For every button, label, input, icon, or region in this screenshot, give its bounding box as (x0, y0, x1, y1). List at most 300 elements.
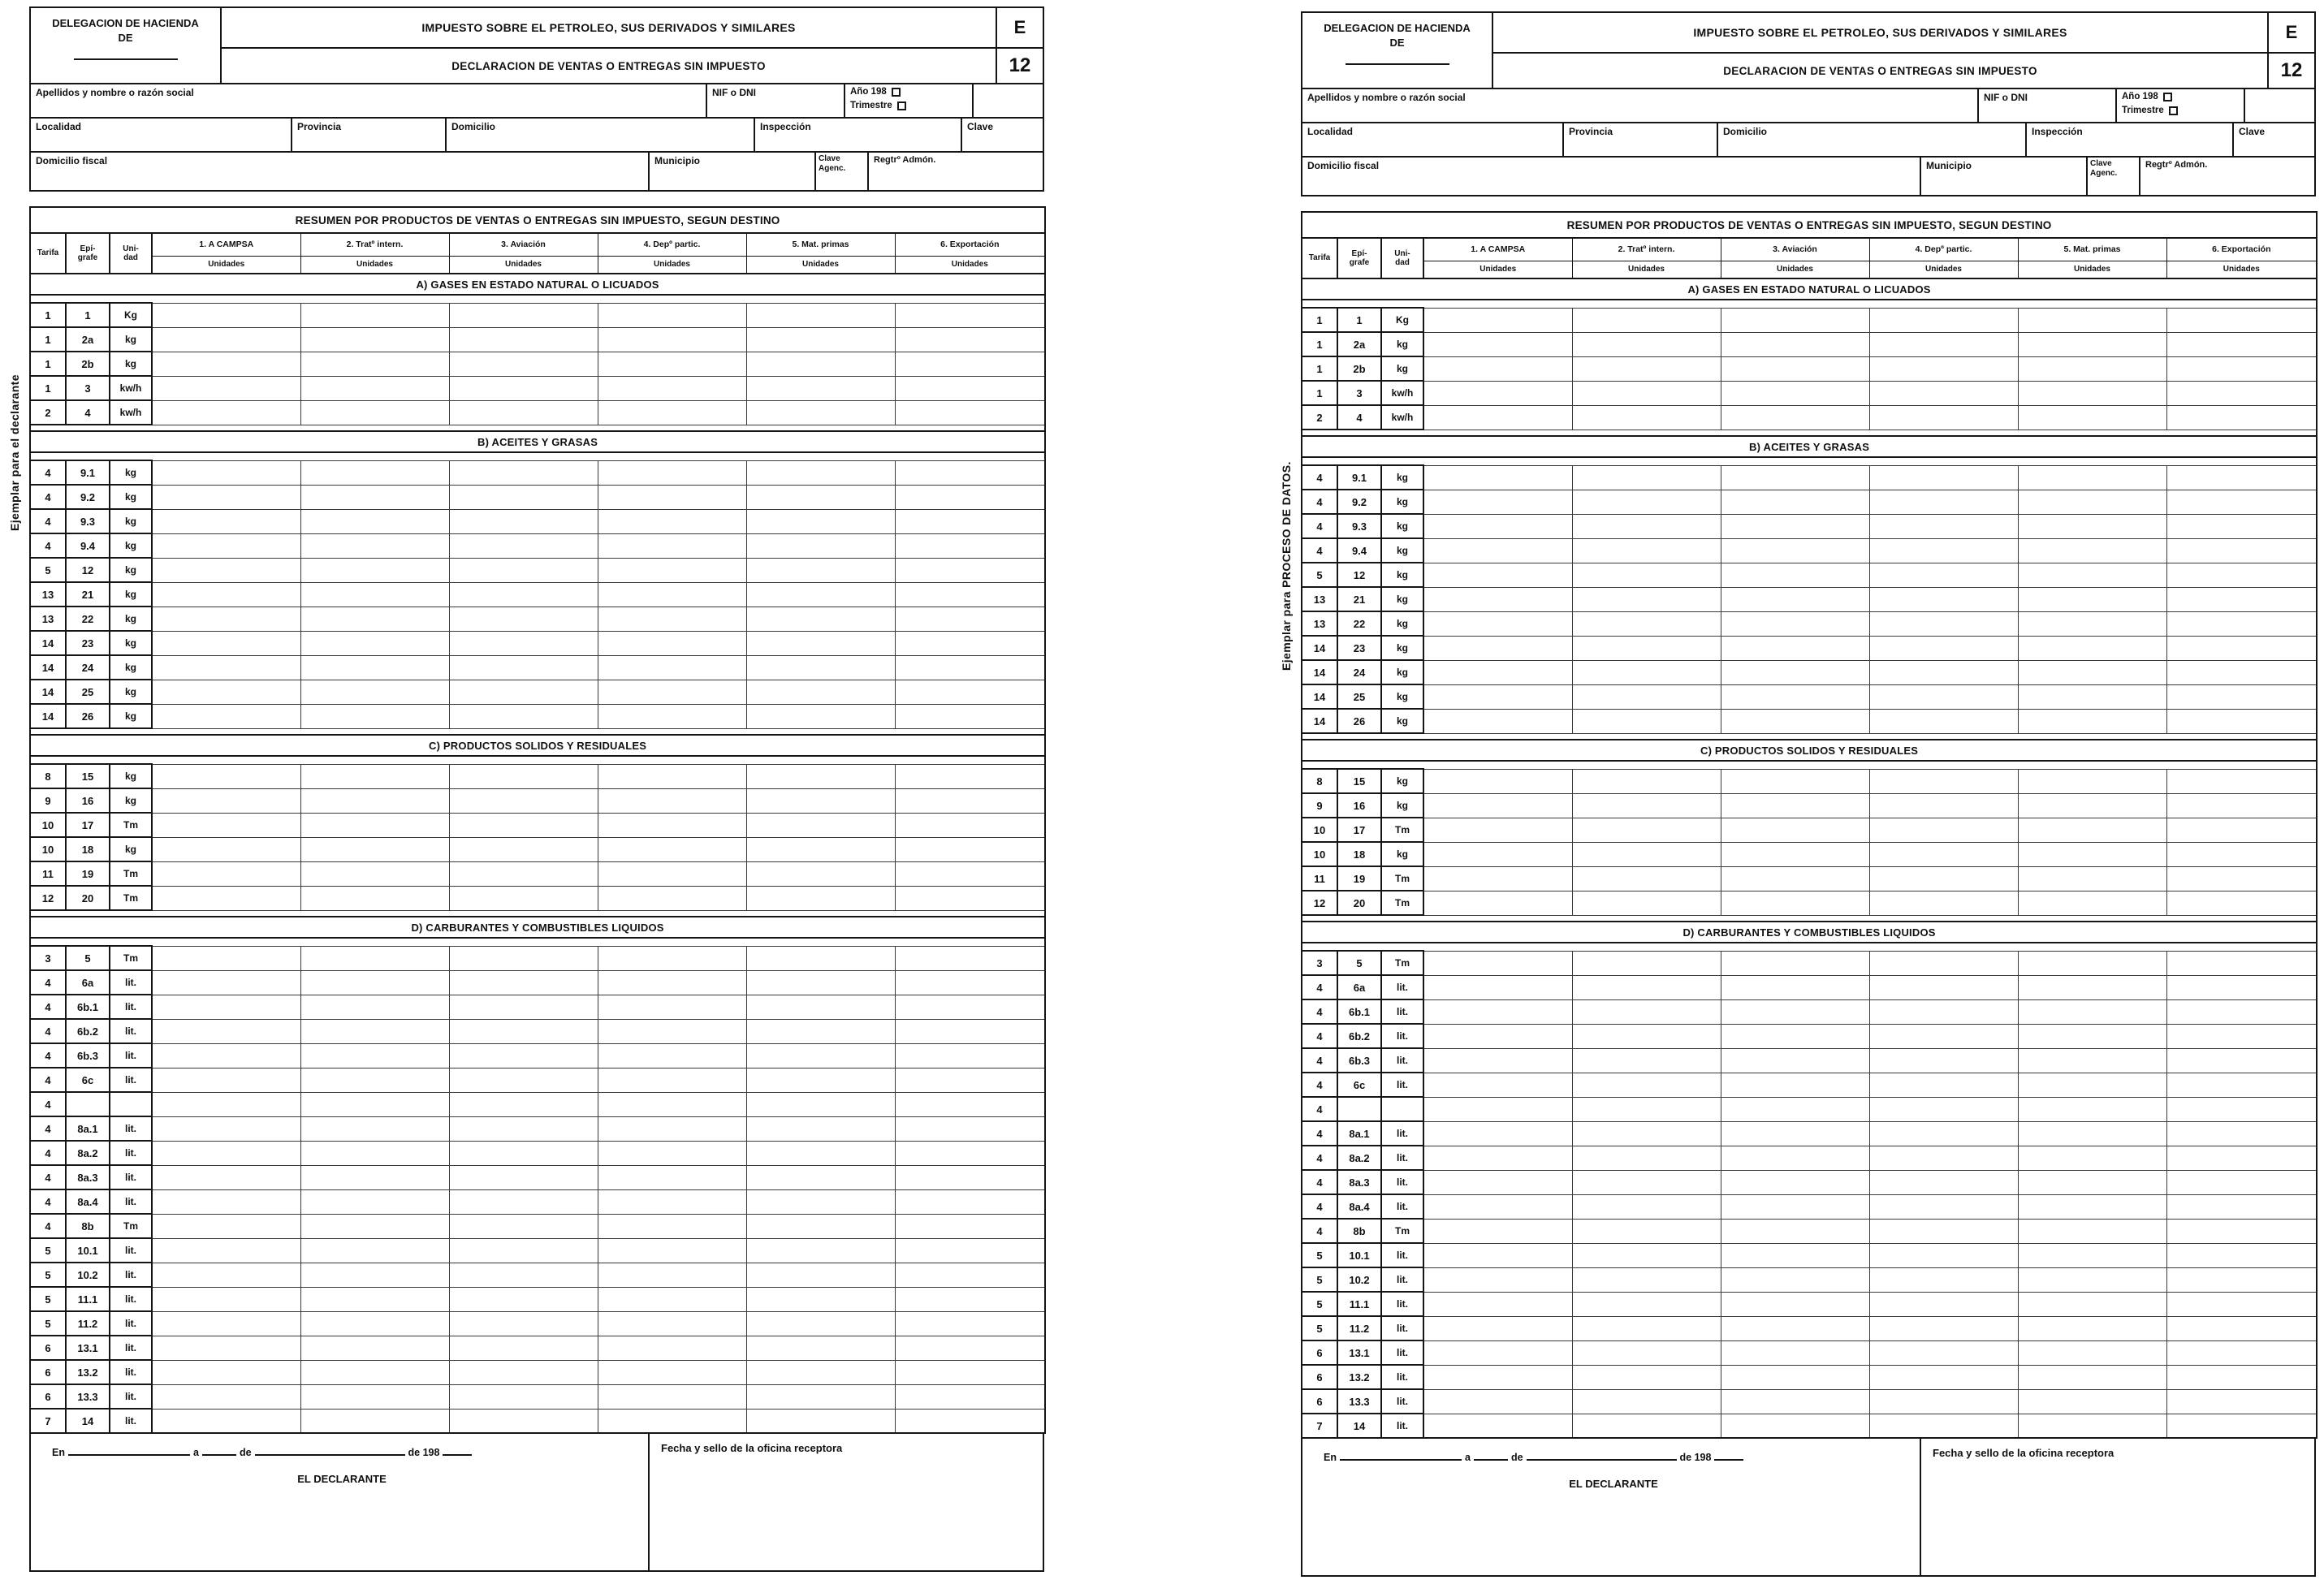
amount-cell (1721, 709, 1869, 733)
amount-cell (300, 582, 449, 607)
declarante-label: EL DECLARANTE (1569, 1478, 1658, 1490)
amount-cell (598, 1092, 746, 1116)
amount-cell (1423, 1097, 1572, 1121)
title-box (222, 8, 996, 83)
table-title-row (30, 207, 1045, 233)
amount-cell (300, 813, 449, 837)
amount-cell (1869, 1267, 2018, 1292)
table-row (30, 1141, 1045, 1165)
amount-cell (746, 655, 895, 680)
amount-cell (152, 558, 300, 582)
amount-cell (449, 607, 598, 631)
amount-cell (895, 1043, 1045, 1068)
amount-cell (1721, 842, 1869, 866)
unidad-cell: kg (110, 352, 152, 376)
tarifa-cell: 1 (1302, 356, 1337, 381)
amount-cell (152, 946, 300, 970)
unidad-cell: lit. (110, 1311, 152, 1336)
tarifa-cell: 5 (30, 1311, 66, 1336)
epigrafe-cell: 8a.3 (66, 1165, 110, 1189)
section-gap-cell (1302, 943, 2317, 951)
tarifa-cell: 4 (1302, 1073, 1337, 1097)
amount-cell (300, 327, 449, 352)
de-label: de (239, 1447, 252, 1458)
amount-cell (895, 1068, 1045, 1092)
amount-cell (895, 995, 1045, 1019)
amount-cell (1423, 308, 1572, 332)
amount-cell (598, 460, 746, 485)
unidad-cell: lit. (1381, 999, 1423, 1024)
amount-cell (1721, 1048, 1869, 1073)
a-label: a (1464, 1452, 1471, 1463)
amount-cell (1721, 1267, 1869, 1292)
amount-cell (1869, 1292, 2018, 1316)
epigrafe-cell: 11.1 (1337, 1292, 1381, 1316)
trimestre-box (2169, 106, 2178, 115)
unidad-cell: lit. (1381, 1340, 1423, 1365)
identification-row-2 (1302, 122, 2314, 156)
epigrafe-cell: 25 (66, 680, 110, 704)
tarifa-cell: 5 (1302, 1243, 1337, 1267)
amount-cell (2018, 308, 2166, 332)
amount-cell (300, 303, 449, 327)
amount-cell (2018, 1170, 2166, 1194)
amount-cell (152, 582, 300, 607)
amount-cell (1572, 975, 1721, 999)
form-code-letter: E (2269, 13, 2314, 54)
epigrafe-cell: 6b.1 (66, 995, 110, 1019)
form-copy (1280, 11, 2316, 1577)
amount-cell (1423, 660, 1572, 684)
amount-cell (746, 1311, 895, 1336)
unidades-subheader: Unidades (300, 256, 449, 274)
amount-cell (598, 655, 746, 680)
epigrafe-cell: 6a (1337, 975, 1381, 999)
section-gap (1302, 300, 2317, 308)
tarifa-cell: 4 (1302, 514, 1337, 538)
unidad-cell: lit. (1381, 1194, 1423, 1219)
amount-cell (300, 1360, 449, 1384)
amount-cell (746, 1019, 895, 1043)
tarifa-cell: 13 (1302, 611, 1337, 636)
unidad-cell: kg (1381, 611, 1423, 636)
de198-label: de 198 (408, 1447, 440, 1458)
table-row (30, 582, 1045, 607)
epigrafe-cell: 20 (66, 886, 110, 910)
amount-cell (598, 1336, 746, 1360)
amount-cell (598, 631, 746, 655)
identification-row-3 (31, 151, 1043, 190)
table-row (30, 376, 1045, 400)
amount-cell (2018, 405, 2166, 430)
epigrafe-cell (1337, 1097, 1381, 1121)
tarifa-cell: 14 (30, 680, 66, 704)
amount-cell (2018, 818, 2166, 842)
nif-field: NIF o DNI (1977, 89, 2115, 122)
amount-cell (1721, 818, 1869, 842)
identification-row-1 (31, 83, 1043, 117)
amount-cell (449, 533, 598, 558)
table-row (1302, 1146, 2317, 1170)
amount-cell (598, 946, 746, 970)
section-gap-cell (1302, 430, 2317, 436)
amount-cell (2018, 1194, 2166, 1219)
amount-cell (152, 764, 300, 788)
amount-cell (1869, 1170, 2018, 1194)
amount-cell (1572, 709, 1721, 733)
amount-cell (895, 1287, 1045, 1311)
amount-cell (2018, 1243, 2166, 1267)
unidad-cell: lit. (110, 1409, 152, 1433)
epigrafe-cell: 11.1 (66, 1287, 110, 1311)
amount-cell (895, 1214, 1045, 1238)
amount-cell (598, 1263, 746, 1287)
amount-cell (895, 704, 1045, 728)
amount-cell (1721, 866, 1869, 891)
amount-cell (1721, 611, 1869, 636)
amount-cell (1572, 1194, 1721, 1219)
section-gap (1302, 761, 2317, 769)
amount-cell (598, 1311, 746, 1336)
table-row (1302, 709, 2317, 733)
amount-cell (300, 352, 449, 376)
epigrafe-cell: 9.4 (66, 533, 110, 558)
amount-cell (449, 558, 598, 582)
amount-cell (2166, 999, 2317, 1024)
tarifa-cell: 5 (30, 1238, 66, 1263)
amount-cell (2166, 1414, 2317, 1438)
amount-cell (598, 1360, 746, 1384)
section-gap (30, 756, 1045, 764)
unidad-cell: lit. (110, 1384, 152, 1409)
amount-cell (1572, 818, 1721, 842)
epigrafe-cell: 4 (1337, 405, 1381, 430)
section-gap (1302, 430, 2317, 436)
identification-block (1301, 11, 2316, 196)
table-row (30, 400, 1045, 425)
amount-cell (1572, 636, 1721, 660)
table-row (30, 607, 1045, 631)
amount-cell (895, 1238, 1045, 1263)
amount-cell (746, 460, 895, 485)
unidad-cell: lit. (1381, 1146, 1423, 1170)
tarifa-cell: 8 (30, 764, 66, 788)
unidad-cell: Tm (1381, 818, 1423, 842)
amount-cell (152, 1287, 300, 1311)
amount-cell (449, 1263, 598, 1287)
amount-cell (449, 1409, 598, 1433)
epigrafe-cell: 21 (1337, 587, 1381, 611)
amount-cell (2018, 1365, 2166, 1389)
amount-cell (746, 1287, 895, 1311)
amount-cell (1721, 1243, 1869, 1267)
amount-cell (2018, 1146, 2166, 1170)
clave-field: Clave (2232, 123, 2314, 156)
amount-cell (1572, 793, 1721, 818)
amount-cell (2166, 951, 2317, 975)
epigrafe-cell: 8a.3 (1337, 1170, 1381, 1194)
col-header-unidad: Uni- dad (110, 233, 152, 274)
amount-cell (2018, 842, 2166, 866)
unidad-cell: kg (1381, 636, 1423, 660)
unidad-cell: kg (110, 582, 152, 607)
amount-cell (1721, 538, 1869, 563)
amount-cell (152, 1092, 300, 1116)
amount-cell (1572, 891, 1721, 915)
epigrafe-cell: 9.3 (66, 509, 110, 533)
tarifa-cell: 4 (30, 995, 66, 1019)
tarifa-cell: 2 (1302, 405, 1337, 430)
amount-cell (1423, 514, 1572, 538)
table-row (1302, 842, 2317, 866)
epigrafe-cell: 1 (66, 303, 110, 327)
footer-stamp-box (1921, 1439, 2314, 1575)
amount-cell (1721, 332, 1869, 356)
amount-cell (1423, 465, 1572, 490)
amount-cell (300, 1043, 449, 1068)
amount-cell (300, 1165, 449, 1189)
ano-trimestre-field (2115, 89, 2245, 122)
epigrafe-cell: 22 (66, 607, 110, 631)
amount-cell (1572, 1365, 1721, 1389)
amount-cell (1572, 1024, 1721, 1048)
epigrafe-cell: 5 (1337, 951, 1381, 975)
inspeccion-field: Inspección (2025, 123, 2232, 156)
amount-cell (449, 1043, 598, 1068)
col-header-tarifa: Tarifa (1302, 238, 1337, 278)
amount-cell (746, 1189, 895, 1214)
amount-cell (449, 861, 598, 886)
amount-cell (895, 1360, 1045, 1384)
amount-cell (1869, 1073, 2018, 1097)
amount-cell (1869, 975, 2018, 999)
epigrafe-cell: 8a.2 (66, 1141, 110, 1165)
table-row (1302, 1316, 2317, 1340)
amount-cell (2018, 709, 2166, 733)
amount-cell (300, 631, 449, 655)
amount-cell (300, 1189, 449, 1214)
amount-cell (152, 1311, 300, 1336)
section-gap-cell (30, 756, 1045, 764)
amount-cell (598, 1238, 746, 1263)
tarifa-cell: 11 (1302, 866, 1337, 891)
amount-cell (1869, 1194, 2018, 1219)
unidad-cell: lit. (1381, 1073, 1423, 1097)
amount-cell (598, 970, 746, 995)
domicilio-field: Domicilio (445, 119, 754, 151)
table-row (1302, 1097, 2317, 1121)
amount-cell (2166, 356, 2317, 381)
tarifa-cell: 14 (1302, 684, 1337, 709)
tarifa-cell: 7 (1302, 1414, 1337, 1438)
epigrafe-cell: 8a.2 (1337, 1146, 1381, 1170)
table-row (1302, 465, 2317, 490)
amount-cell (449, 837, 598, 861)
registro-admon-field: Regtrº Admón. (867, 153, 1043, 190)
amount-cell (1423, 1170, 1572, 1194)
amount-cell (1423, 381, 1572, 405)
amount-cell (1869, 793, 2018, 818)
amount-cell (598, 837, 746, 861)
amount-cell (1869, 1389, 2018, 1414)
unidad-cell (110, 1092, 152, 1116)
amount-cell (449, 655, 598, 680)
amount-cell (1572, 842, 1721, 866)
unidad-cell: kg (110, 837, 152, 861)
amount-cell (300, 1214, 449, 1238)
municipio-field: Municipio (1920, 158, 2086, 195)
amount-cell (1572, 356, 1721, 381)
tarifa-cell: 4 (1302, 538, 1337, 563)
epigrafe-cell: 1 (1337, 308, 1381, 332)
section-title: D) CARBURANTES Y COMBUSTIBLES LIQUIDOS (30, 917, 1045, 938)
form-code-box (996, 8, 1043, 83)
month-fill-line (255, 1448, 405, 1456)
epigrafe-cell: 9.1 (66, 460, 110, 485)
table-row (1302, 538, 2317, 563)
amount-cell (449, 680, 598, 704)
amount-cell (1423, 1048, 1572, 1073)
amount-cell (1423, 866, 1572, 891)
amount-cell (152, 680, 300, 704)
amount-cell (2166, 842, 2317, 866)
section-gap-cell (30, 452, 1045, 460)
ano-box (2163, 93, 2172, 101)
place-fill-line (68, 1448, 190, 1456)
amount-cell (300, 680, 449, 704)
amount-cell (1572, 1097, 1721, 1121)
en-label: En (1324, 1452, 1337, 1463)
amount-cell (449, 1068, 598, 1092)
amount-cell (2018, 793, 2166, 818)
amount-cell (152, 376, 300, 400)
table-row (30, 813, 1045, 837)
unidad-cell: kg (110, 533, 152, 558)
unidades-subheader: Unidades (1423, 261, 1572, 278)
amount-cell (895, 485, 1045, 509)
section-gap-cell (1302, 761, 2317, 769)
amount-cell (1869, 1316, 2018, 1340)
amount-cell (598, 1287, 746, 1311)
amount-cell (895, 680, 1045, 704)
section-title-row (30, 274, 1045, 295)
unidad-cell: Kg (1381, 308, 1423, 332)
blank-corner (974, 84, 1043, 117)
delegacion-line1: DELEGACION DE HACIENDA (52, 17, 199, 29)
delegacion-box (1302, 13, 1493, 88)
amount-cell (1572, 1219, 1721, 1243)
amount-cell (152, 400, 300, 425)
unidad-cell: lit. (110, 1068, 152, 1092)
epigrafe-cell: 6b.1 (1337, 999, 1381, 1024)
epigrafe-cell: 9.4 (1337, 538, 1381, 563)
table-row (30, 1360, 1045, 1384)
amount-cell (895, 837, 1045, 861)
table-row (1302, 975, 2317, 999)
tarifa-cell: 4 (1302, 1024, 1337, 1048)
table-row (30, 764, 1045, 788)
amount-cell (300, 704, 449, 728)
tarifa-cell: 5 (1302, 1316, 1337, 1340)
amount-cell (2018, 660, 2166, 684)
tarifa-cell: 1 (1302, 381, 1337, 405)
domicilio-fiscal-field: Domicilio fiscal (36, 155, 108, 166)
table-row (1302, 1292, 2317, 1316)
section-gap-cell (1302, 300, 2317, 308)
amount-cell (1721, 1194, 1869, 1219)
amount-cell (449, 946, 598, 970)
table-row (1302, 587, 2317, 611)
clave-agencia-field: Clave Agenc. (814, 153, 867, 190)
table-row (1302, 660, 2317, 684)
unidad-cell: lit. (1381, 1170, 1423, 1194)
amount-cell (300, 1019, 449, 1043)
amount-cell (1869, 636, 2018, 660)
delegacion-line2: DE (118, 32, 133, 45)
amount-cell (2018, 356, 2166, 381)
section-title-row (1302, 740, 2317, 761)
unidad-cell: Tm (1381, 951, 1423, 975)
section-gap (1302, 943, 2317, 951)
amount-cell (449, 1189, 598, 1214)
ano-label: Año 198 (2122, 92, 2158, 101)
amount-cell (449, 788, 598, 813)
amount-cell (152, 460, 300, 485)
amount-cell (895, 970, 1045, 995)
amount-cell (746, 1263, 895, 1287)
amount-cell (746, 946, 895, 970)
section-title: B) ACEITES Y GRASAS (1302, 436, 2317, 457)
form-code-number: 12 (1009, 54, 1031, 77)
amount-cell (1721, 999, 1869, 1024)
amount-cell (598, 861, 746, 886)
amount-cell (449, 704, 598, 728)
tarifa-cell: 4 (30, 1092, 66, 1116)
amount-cell (895, 509, 1045, 533)
amount-cell (1423, 356, 1572, 381)
table-row (1302, 891, 2317, 915)
localidad-field: Localidad (1307, 126, 1354, 137)
amount-cell (152, 485, 300, 509)
table-row (1302, 1073, 2317, 1097)
amount-cell (1423, 1219, 1572, 1243)
unidad-cell: Tm (110, 1214, 152, 1238)
epigrafe-cell: 5 (66, 946, 110, 970)
tarifa-cell: 14 (30, 631, 66, 655)
table-row (30, 631, 1045, 655)
amount-cell (598, 1384, 746, 1409)
amount-cell (598, 376, 746, 400)
col-header-tarifa: Tarifa (30, 233, 66, 274)
amount-cell (2018, 1267, 2166, 1292)
tarifa-cell: 4 (1302, 465, 1337, 490)
unidades-subheader: Unidades (2018, 261, 2166, 278)
form-copy (8, 6, 1044, 1572)
amount-cell (895, 861, 1045, 886)
amount-cell (300, 1409, 449, 1433)
tarifa-cell: 5 (1302, 563, 1337, 587)
amount-cell (598, 995, 746, 1019)
amount-cell (1721, 1389, 1869, 1414)
epigrafe-cell: 10.2 (66, 1263, 110, 1287)
form-title: IMPUESTO SOBRE EL PETROLEO, SUS DERIVADOS Y SIMILARES (222, 8, 996, 49)
registro-admon-field: Regtrº Admón. (2139, 158, 2314, 195)
amount-cell (746, 1043, 895, 1068)
amount-cell (152, 1238, 300, 1263)
amount-cell (2166, 769, 2317, 793)
unidad-cell: lit. (1381, 1024, 1423, 1048)
amount-cell (2166, 684, 2317, 709)
